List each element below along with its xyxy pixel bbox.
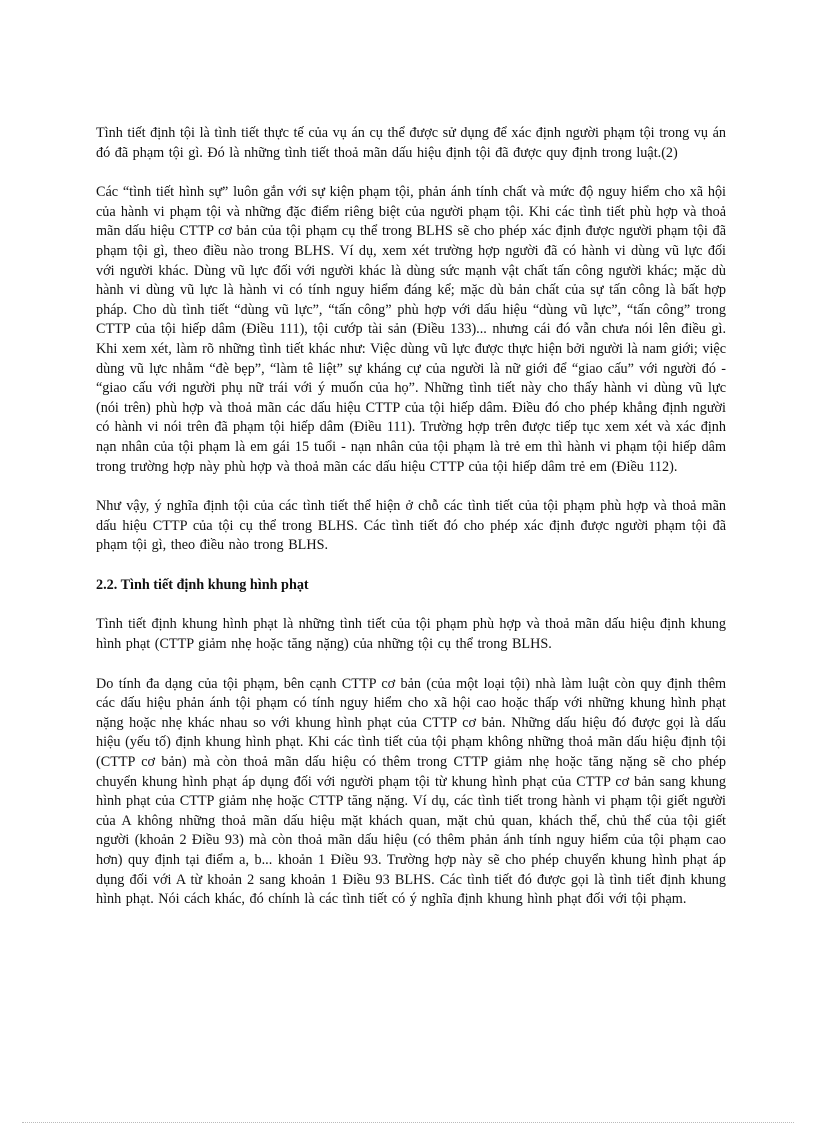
paragraph-1: Tình tiết định tội là tình tiết thực tế của vụ án cụ thể được sử dụng để xác định người phạm tội trong vụ án đó đã phạm tội gì. Đó là những tình tiết thoả mãn dấu hiệu định tội đã được quy định trong luật.(2) <box>96 125 726 161</box>
paragraph-2: Các “tình tiết hình sự” luôn gắn với sự kiện phạm tội, phản ánh tính chất và mức độ nguy hiểm cho xã hội của hành vi phạm tội và những đặc điểm riêng biệt của người phạm tội. Khi các tình tiết phù hợp và thoả mãn dấu hiệu CTTP cơ bản của tội phạm cụ thể trong BLHS sẽ cho phép xác định được người phạm tội đã phạm tội gì, theo điều nào trong BLHS. Ví dụ, xem xét trường hợp người đã có hành vi dùng vũ lực đối với người khác. Dùng vũ lực đối với người khác là dùng sức mạnh vật chất tấn công người khác; mặc dù hành vi dùng vũ lực là hành vi có tính nguy hiểm đáng kể; mặc dù bản chất của sự tấn công là bất hợp pháp. Cho dù tình tiết “dùng vũ lực”, “tấn công” phù hợp với dấu hiệu “dùng vũ lực”, “tấn công” trong CTTP của tội hiếp dâm (Điều 111), tội cướp tài sản (Điều 133)... nhưng cái đó vẫn chưa nói lên điều gì. Khi xem xét, làm rõ những tình tiết khác như: Việc dùng vũ lực được thực hiện bởi người là nam giới; việc dùng vũ lực nhằm “đè bẹp”, “làm tê liệt” sự kháng cự của người là nữ giới để “giao cấu” với người đó - “giao cấu với người phụ nữ trái với ý muốn của họ”. Những tình tiết này cho thấy hành vi dùng vũ lực (nói trên) phù hợp và thoả mãn các dấu hiệu CTTP của tội hiếp dâm. Điều đó cho phép khẳng định người có hành vi nói trên đã phạm tội hiếp dâm (Điều 111). Trường hợp trên được tiếp tục xem xét và xác định nạn nhân của tội phạm là em gái 15 tuổi - nạn nhân của tội phạm là trẻ em thì hành vi phạm tội hiếp dâm trong trường hợp này phù hợp và thoả mãn các dấu hiệu CTTP của tội hiếp dâm trẻ em (Điều 112). <box>96 184 726 475</box>
section-heading: 2.2. Tình tiết định khung hình phạt <box>96 576 309 593</box>
document-page <box>96 124 726 930</box>
paragraph-3: Như vậy, ý nghĩa định tội của các tình tiết thể hiện ở chỗ các tình tiết của tội phạm phù hợp và thoả mãn dấu hiệu CTTP của tội cụ thể trong BLHS. Các tình tiết đó cho phép xác định được người phạm tội đã phạm tội gì, theo điều nào trong BLHS. <box>96 498 726 554</box>
paragraph-5: Do tính đa dạng của tội phạm, bên cạnh CTTP cơ bản (của một loại tội) nhà làm luật còn quy định thêm các dấu hiệu phản ánh tội phạm có tính nguy hiểm cho xã hội cao hoặc thấp với những khung hình phạt nặng hoặc nhẹ khác nhau so với khung hình phạt của CTTP cơ bản. Những dấu hiệu đó được gọi là dấu hiệu (yếu tố) định khung hình phạt. Khi các tình tiết của tội phạm không những thoả mãn dấu hiệu định tội (CTTP cơ bản) mà còn thoả mãn dấu hiệu có thêm trong CTTP giảm nhẹ hoặc tăng nặng sẽ cho phép chuyển khung hình phạt áp dụng đối với người phạm tội từ khung hình phạt của CTTP cơ bản sang khung hình phạt của CTTP giảm nhẹ hoặc CTTP tăng nặng. Ví dụ, các tình tiết trong hành vi phạm tội giết người của A không những thoả mãn dấu hiệu mặt khách quan, mặt chủ quan, khách thể, chủ thể của tội giết người (khoản 2 Điều 93) mà còn thoả mãn dấu hiệu (có thêm phản ánh tính nguy hiểm của tội phạm cao hơn) quy định tại điểm a, b... khoản 1 Điều 93. Trường hợp này sẽ cho phép chuyển khung hình phạt áp dụng đối với A từ khoản 2 sang khoản 1 Điều 93 BLHS. Các tình tiết đó được gọi là tình tiết định khung hình phạt. Nói cách khác, đó chính là các tình tiết có ý nghĩa định khung hình phạt đối với tội phạm. <box>96 675 726 908</box>
paragraph-4: Tình tiết định khung hình phạt là những tình tiết của tội phạm phù hợp và thoả mãn dấu hiệu định khung hình phạt (CTTP giảm nhẹ hoặc tăng nặng) của những tội cụ thể trong BLHS. <box>96 616 726 653</box>
